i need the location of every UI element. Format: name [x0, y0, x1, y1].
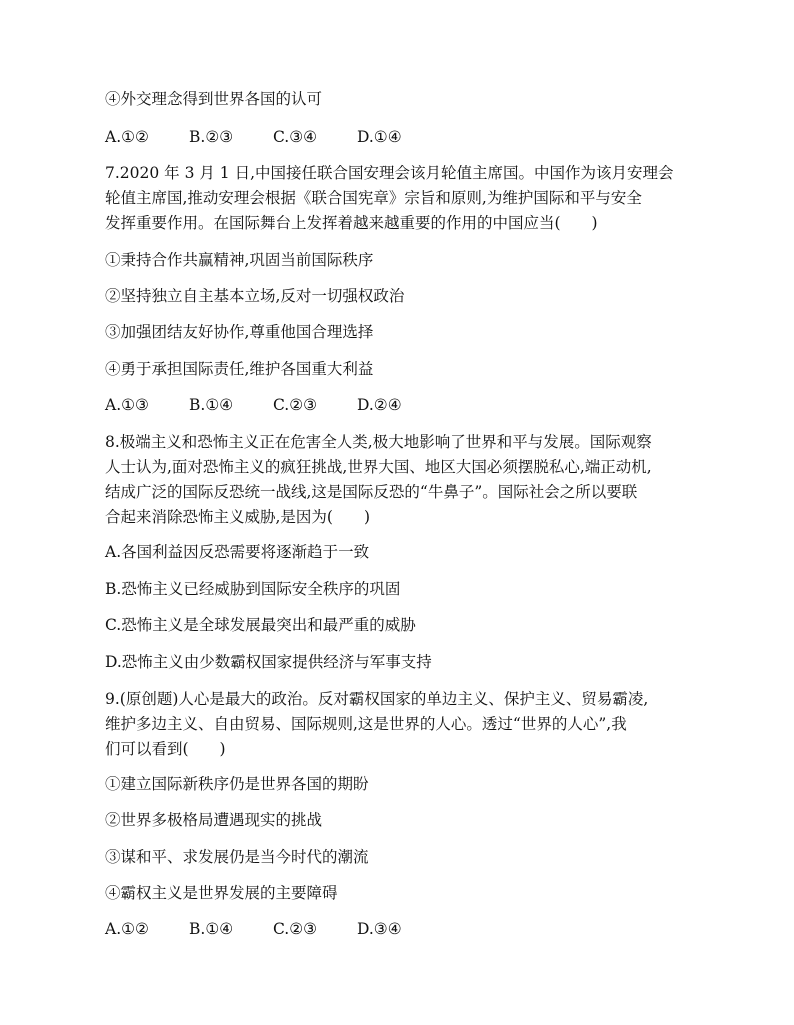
q8-stem-line-1: 8.极端主义和恐怖主义正在危害全人类,极大地影响了世界和平与发展。国际观察	[105, 433, 652, 451]
q8-option-b: B.恐怖主义已经威胁到国际安全秩序的巩固	[105, 580, 401, 598]
q6-option-c: C.③④	[273, 128, 318, 146]
q7-item-3: ③加强团结友好协作,尊重他国合理选择	[105, 323, 374, 341]
q6-option-b: B.②③	[189, 128, 234, 146]
q9-item-4: ④霸权主义是世界发展的主要障碍	[105, 884, 338, 902]
q7-item-2: ②坚持独立自主基本立场,反对一切强权政治	[105, 287, 405, 305]
q9-item-1: ①建立国际新秩序仍是世界各国的期盼	[105, 775, 369, 793]
q7-stem-line-2: 轮值主席国,推动安理会根据《联合国宪章》宗旨和原则,为维护国际和平与安全	[105, 189, 642, 207]
q7-item-4: ④勇于承担国际责任,维护各国重大利益	[105, 360, 374, 378]
q8-stem-line-2: 人士认为,面对恐怖主义的疯狂挑战,世界大国、地区大国必须摆脱私心,端正动机,	[105, 458, 652, 476]
q7-stem-line-1: 7.2020 年 3 月 1 日,中国接任联合国安理会该月轮值主席国。中国作为该月安理会	[105, 164, 674, 182]
q7-item-1: ①秉持合作共赢精神,巩固当前国际秩序	[105, 251, 374, 269]
q9-stem-line-1: 9.(原创题)人心是最大的政治。反对霸权国家的单边主义、保护主义、贸易霸凌,	[105, 690, 649, 708]
q8-option-a: A.各国利益因反恐需要将逐渐趋于一致	[105, 543, 370, 561]
q9-options	[105, 918, 441, 940]
q6-options	[105, 126, 441, 148]
q6-option-d: D.①④	[357, 128, 402, 146]
q8-stem-line-4: 合起来消除恐怖主义威胁,是因为( )	[105, 508, 371, 526]
q7-option-a: A.①③	[105, 396, 149, 414]
q9-option-a: A.①②	[105, 920, 149, 938]
q9-item-2: ②世界多极格局遭遇现实的挑战	[105, 811, 323, 829]
q7-stem-line-3: 发挥重要作用。在国际舞台上发挥着越来越重要的作用的中国应当( )	[105, 214, 598, 232]
q9-stem-line-2: 维护多边主义、自由贸易、国际规则,这是世界的人心。透过“世界的人心”,我	[105, 715, 627, 733]
q7-option-b: B.①④	[189, 396, 234, 414]
q6-option-a: A.①②	[105, 128, 149, 146]
q9-option-d: D.③④	[357, 920, 402, 938]
q8-stem-line-3: 结成广泛的国际反恐统一战线,这是国际反恐的“牛鼻子”。国际社会之所以要联	[105, 483, 638, 501]
q7-option-d: D.②④	[357, 396, 402, 414]
q6-item-4: ④外交理念得到世界各国的认可	[105, 90, 323, 108]
q8-option-d: D.恐怖主义由少数霸权国家提供经济与军事支持	[105, 653, 432, 671]
q9-stem-line-3: 们可以看到( )	[105, 740, 226, 758]
q8-option-c: C.恐怖主义是全球发展最突出和最严重的威胁	[105, 616, 416, 634]
q9-item-3: ③谋和平、求发展仍是当今时代的潮流	[105, 848, 369, 866]
q9-option-b: B.①④	[189, 920, 234, 938]
q7-options	[105, 394, 441, 416]
q7-option-c: C.②③	[273, 396, 318, 414]
q9-option-c: C.②③	[273, 920, 318, 938]
